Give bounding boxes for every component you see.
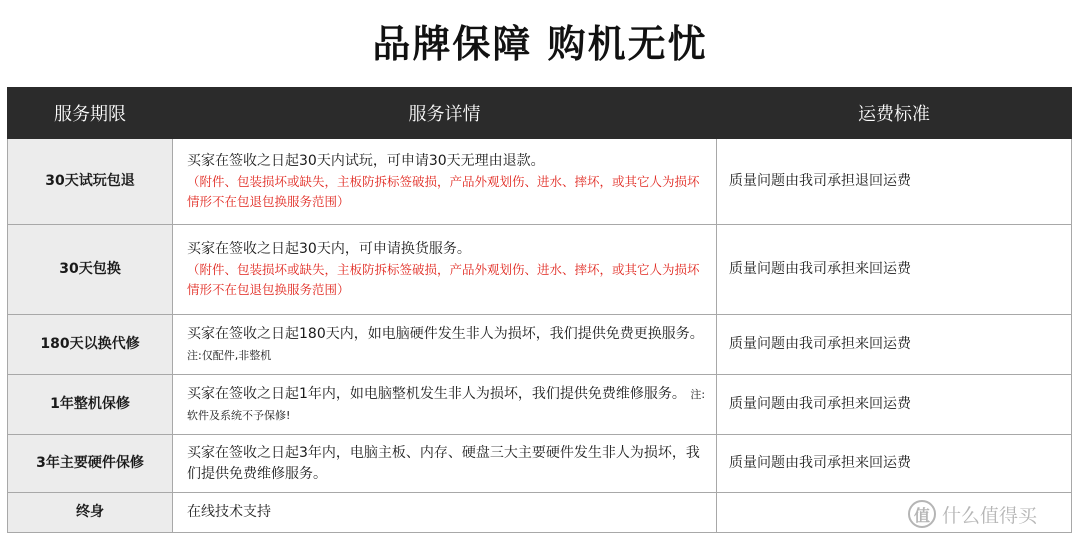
fee-cell: 质量问题由我司承担来回运费	[717, 375, 1072, 435]
period-cell: 30天包换	[8, 225, 173, 315]
detail-cell: 买家在签收之日起3年内，电脑主板、内存、硬盘三大主要硬件发生非人为损坏，我们提供免费维修服务。	[173, 435, 717, 493]
header-period: 服务期限	[8, 88, 173, 139]
detail-inline-note: 注:软件及系统不予保修!	[187, 387, 706, 422]
detail-text: 买家在签收之日起1年内，如电脑整机发生非人为损坏，我们提供免费维修服务。	[187, 385, 686, 402]
header-fee: 运费标准	[717, 88, 1072, 139]
detail-cell: 在线技术支持	[173, 493, 717, 533]
table-row	[8, 375, 1072, 435]
detail-text: 买家在签收之日起180天内，如电脑硬件发生非人为损坏，我们提供免费更换服务。	[187, 325, 704, 342]
detail-text: 买家在签收之日起30天内，可申请换货服务。	[187, 241, 471, 257]
header-row	[8, 88, 1072, 139]
detail-inline-note: 注:仅配件,非整机	[187, 348, 272, 362]
header-detail: 服务详情	[173, 88, 717, 139]
period-cell: 1年整机保修	[8, 375, 173, 435]
fee-cell: 质量问题由我司承担来回运费	[717, 435, 1072, 493]
table-row	[8, 435, 1072, 493]
fee-cell: 质量问题由我司承担退回运费	[717, 139, 1072, 225]
period-cell: 180天以换代修	[8, 315, 173, 375]
detail-cell	[173, 315, 717, 375]
detail-note: （附件、包装损坏或缺失，主板防拆标签破损，产品外观划伤、进水、摔坏，或其它人为损坏情形不在包退包换服务范围）	[187, 174, 700, 209]
smzdm-logo-icon: 值	[908, 500, 936, 528]
fee-cell: 质量问题由我司承担来回运费	[717, 315, 1072, 375]
service-table	[7, 87, 1072, 533]
detail-cell	[173, 225, 717, 315]
table-row	[8, 139, 1072, 225]
table-row	[8, 225, 1072, 315]
period-cell: 3年主要硬件保修	[8, 435, 173, 493]
fee-cell: 质量问题由我司承担来回运费	[717, 225, 1072, 315]
period-cell: 终身	[8, 493, 173, 533]
watermark	[908, 497, 1037, 531]
detail-text: 买家在签收之日起30天内试玩，可申请30天无理由退款。	[187, 153, 545, 169]
detail-note: （附件、包装损坏或缺失，主板防拆标签破损，产品外观划伤、进水、摔坏，或其它人为损坏情形不在包退包换服务范围）	[187, 262, 700, 297]
watermark-text: 什么值得买	[942, 504, 1038, 527]
detail-cell	[173, 139, 717, 225]
table-row	[8, 315, 1072, 375]
detail-cell	[173, 375, 717, 435]
page-title: 品牌保障 购机无忧	[372, 22, 708, 66]
period-cell: 30天试玩包退	[8, 139, 173, 225]
